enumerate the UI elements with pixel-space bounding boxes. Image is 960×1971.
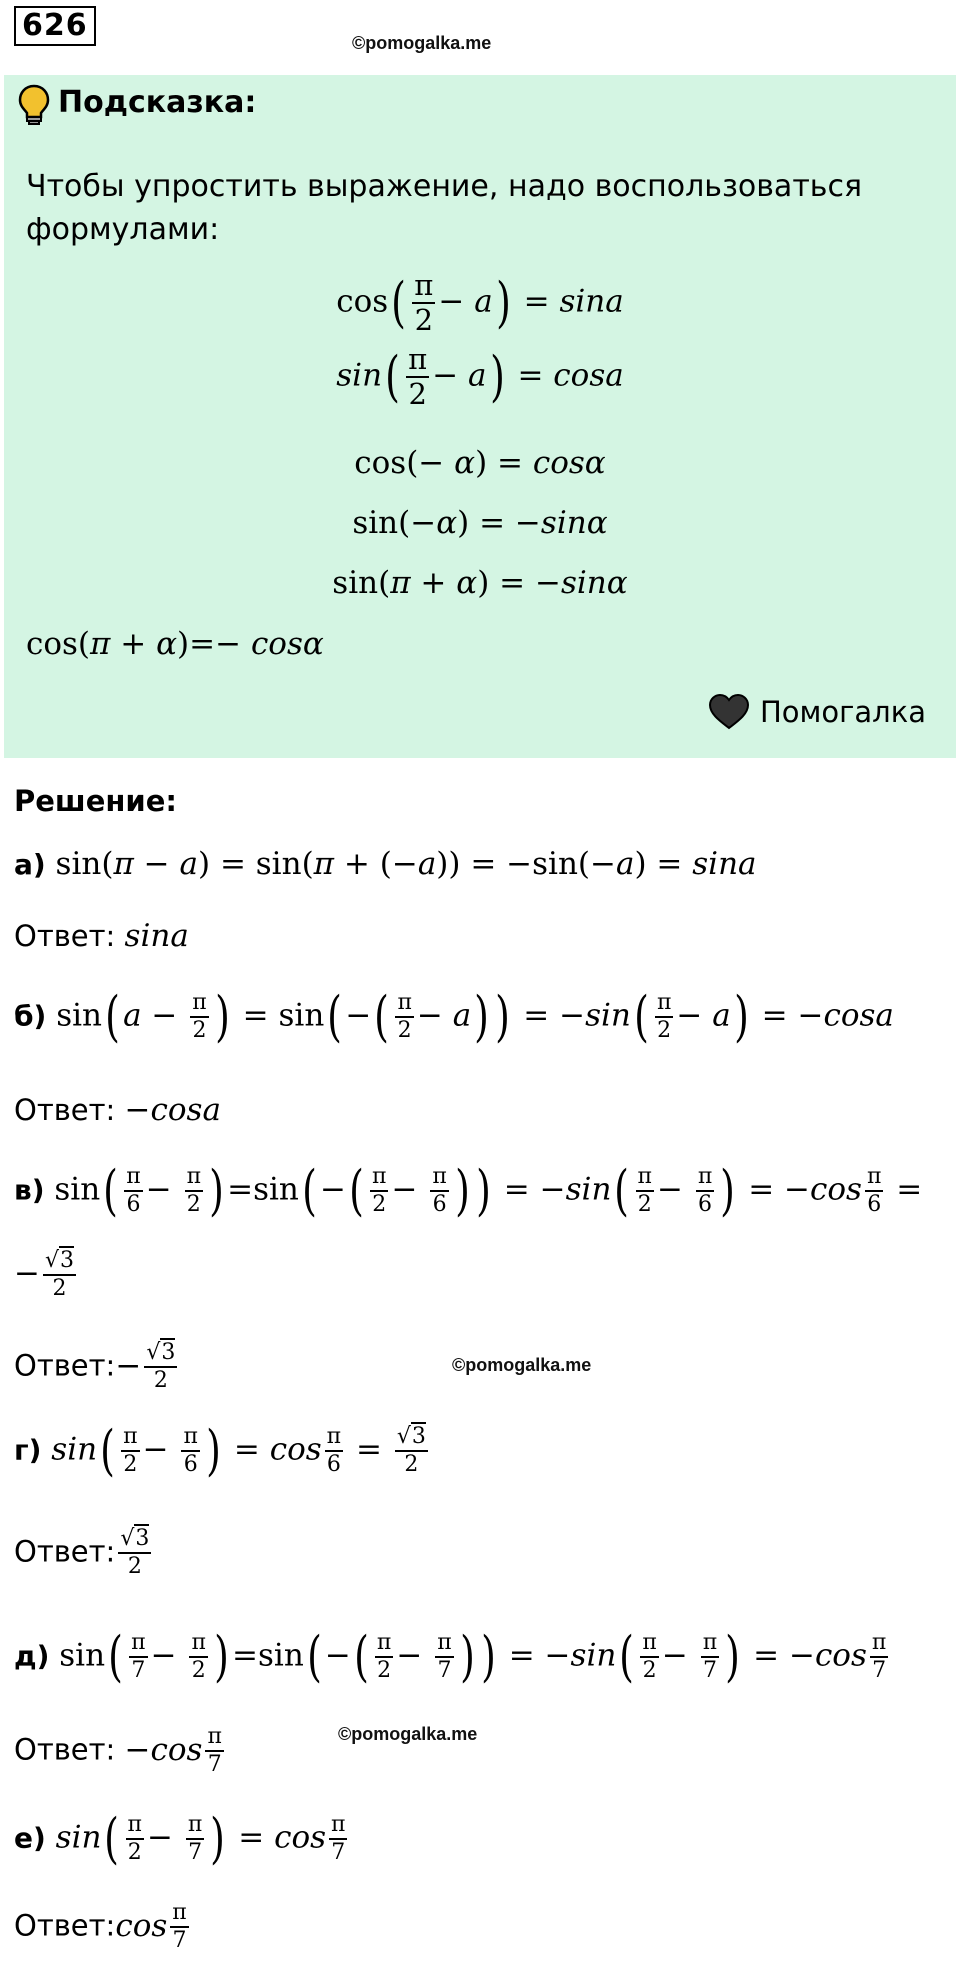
answer-e-label: Ответ: [14, 1908, 116, 1943]
solution-d: д) sin( $\frac{\pi}{7}$ − $\frac{\pi}{2}$ ) =sin( −( $\frac{\pi}{2}$ − $\frac{\pi}{7}$ ) ) = −sin( $\frac{\pi}{2}$ − $\frac{\pi}{7}$ ) = −cos $\frac{\pi}{7}$ [14, 1625, 887, 1688]
formula-cos-minus-alpha: cos(− α) = cosα [354, 445, 606, 481]
answer-a: Ответ: sina [14, 918, 189, 954]
solution-v-cont: − $\frac{√3}{2}$ [14, 1248, 75, 1301]
heart-icon [708, 694, 750, 734]
answer-d: Ответ: −cos $\frac{\pi}{7}$ [14, 1724, 222, 1777]
hint-box [4, 75, 956, 758]
solution-v-label: в) [14, 1173, 45, 1207]
watermark-bottom: ©pomogalka.me [338, 1724, 478, 1744]
solution-g: г) sin( $\frac{\pi}{2}$ − $\frac{\pi}{6}$ ) = cos $\frac{\pi}{6}$ = $\frac{√3}{2}$ [14, 1419, 426, 1482]
brand-label: Помогалка [760, 695, 926, 729]
answer-e: Ответ:cos $\frac{\pi}{7}$ [14, 1900, 187, 1953]
solution-a: а) sin(π − a) = sin(π + (−a)) = −sin(−a) = sina [14, 846, 757, 882]
answer-d-label: Ответ: [14, 1732, 116, 1767]
formula-sin-minus-alpha: sin(−α) = −sinα [352, 505, 608, 541]
solution-e: е) sin( $\frac{\pi}{2}$ − $\frac{\pi}{7}$ ) = cos $\frac{\pi}{7}$ [14, 1807, 346, 1870]
solution-title: Решение: [14, 784, 178, 818]
watermark-top: ©pomogalka.me [352, 33, 492, 53]
solution-v: в) sin( $\frac{\pi}{6}$ − $\frac{\pi}{2}$ ) =sin( −( $\frac{\pi}{2}$ − $\frac{\pi}{6}$ ) ) = −sin( $\frac{\pi}{2}$ − $\frac{\pi}{6}$ ) = −cos $\frac{\pi}{6}$ = [14, 1159, 923, 1222]
hint-title: Подсказка: [58, 85, 257, 120]
answer-g-label: Ответ: [14, 1534, 116, 1569]
answer-b-label: Ответ: [14, 1093, 116, 1127]
answer-b: Ответ: −cosa [14, 1092, 221, 1128]
formula-cos-pi2-minus-a: cos( $\frac{\pi}{2}$ − a) = sina [336, 268, 624, 337]
formula-sin-pi2-minus-a: sin( $\frac{\pi}{2}$ − a) = cosa [336, 342, 624, 411]
solution-b-label: б) [14, 999, 47, 1033]
formula-sin-pi-plus-alpha: sin(π + α) = −sinα [332, 565, 628, 601]
answer-g: Ответ: $\frac{√3}{2}$ [14, 1526, 150, 1579]
answer-v-label: Ответ: [14, 1348, 116, 1383]
formula-cos-pi-plus-alpha: cos(π + α)=− cosα [26, 626, 324, 662]
problem-number: 626 [14, 6, 96, 46]
lightbulb-icon [18, 84, 50, 130]
answer-a-label: Ответ: [14, 919, 116, 953]
solution-b: б) sin( a − $\frac{\pi}{2}$ ) = sin( −( $\frac{\pi}{2}$ − a) ) = −sin( $\frac{\pi}{2}$ − a) = −cosa [14, 985, 894, 1048]
solution-d-label: д) [14, 1639, 50, 1673]
watermark-middle: ©pomogalka.me [452, 1355, 592, 1375]
solution-e-label: е) [14, 1821, 46, 1855]
hint-intro-line1: Чтобы упростить выражение, надо воспользоваться [26, 169, 863, 204]
solution-a-label: а) [14, 848, 46, 881]
solution-g-label: г) [14, 1433, 42, 1467]
hint-intro-line2: формулами: [26, 212, 220, 247]
answer-v: Ответ:− $\frac{√3}{2}$ [14, 1340, 176, 1393]
